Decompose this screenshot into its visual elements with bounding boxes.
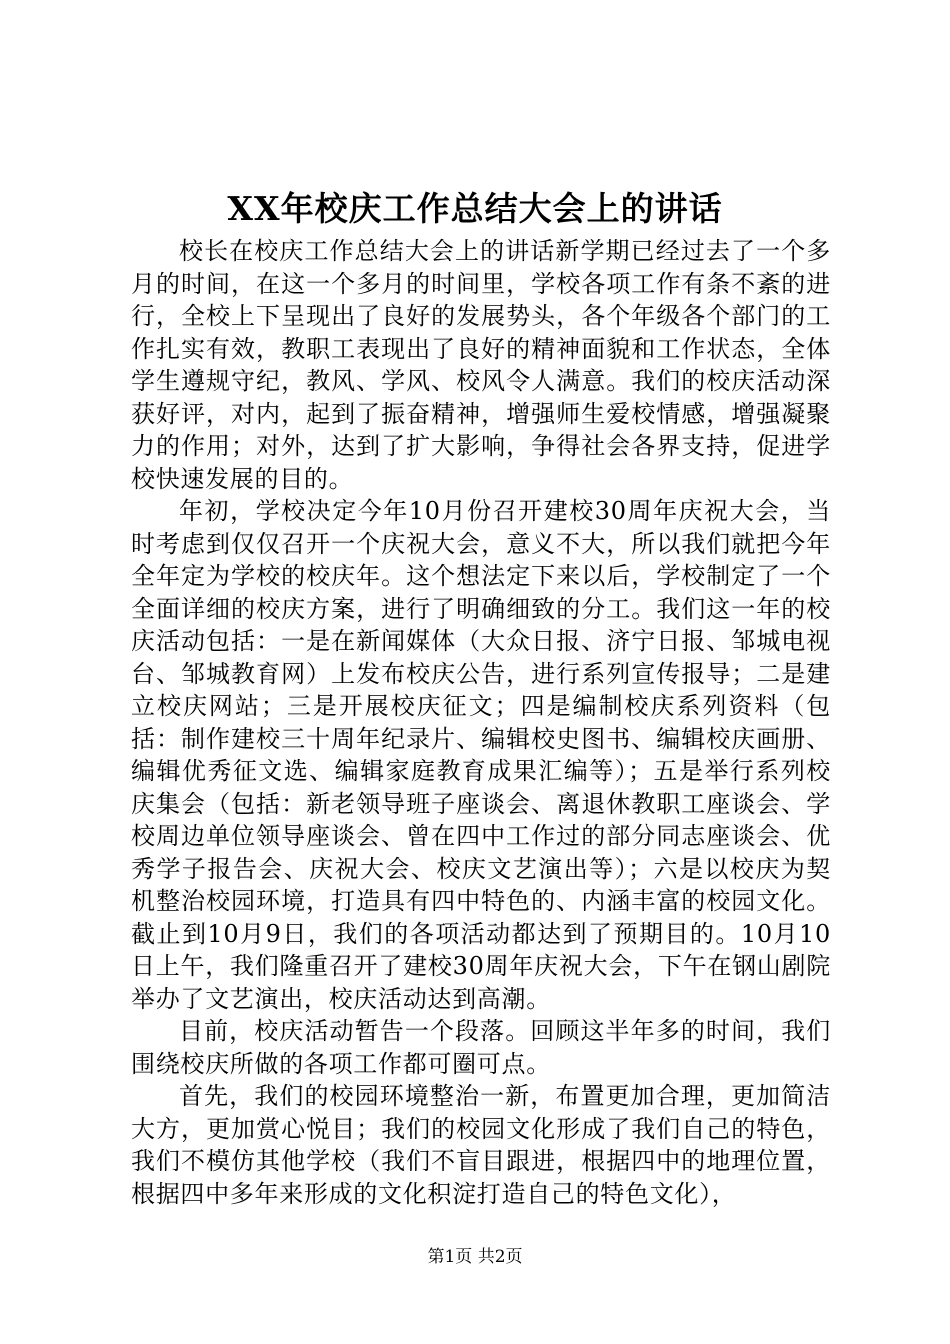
paragraph-2: 年初，学校决定今年10月份召开建校30周年庆祝大会，当时考虑到仅仅召开一个庆祝大会，意义不大，所以我们就把今年全年定为学校的校庆年。这个想法定下来以后，学校制定了一个全面详细的校庆方案，进行了明确细致的分工。我们这一年的校庆活动包括：一是在新闻媒体（大众日报、济宁日报、邹城电视台、邹城教育网）上发布校庆公告，进行系列宣传报导；二是建立校庆网站；三是开展校庆征文；四是编制校庆系列资料（包括：制作建校三十周年纪录片、编辑校史图书、编辑校庆画册、编辑优秀征文选、编辑家庭教育成果汇编等）；五是举行系列校庆集会（包括：新老领导班子座谈会、离退休教职工座谈会、学校周边单位领导座谈会、曾在四中工作过的部分同志座谈会、优秀学子报告会、庆祝大会、校庆文艺演出等）；六是以校庆为契机整治校园环境，打造具有四中特色的、内涵丰富的校园文化。截止到10月9日，我们的各项活动都达到了预期目的。10月10日上午，我们隆重召开了建校30周年庆祝大会，下午在钢山剧院举办了文艺演出，校庆活动达到高潮。: [131, 497, 831, 1013]
page-footer: 第1页 共2页: [427, 1247, 523, 1267]
document-title: XX年校庆工作总结大会上的讲话: [227, 189, 723, 228]
paragraph-1: 校长在校庆工作总结大会上的讲话新学期已经过去了一个多月的时间，在这一个多月的时间里，学校各项工作有条不紊的进行，全校上下呈现出了良好的发展势头，各个年级各个部门的工作扎实有效，教职工表现出了良好的精神面貌和工作状态，全体学生遵规守纪，教风、学风、校风令人满意。我们的校庆活动深获好评，对内，起到了振奋精神，增强师生爱校情感，增强凝聚力的作用；对外，达到了扩大影响，争得社会各界支持，促进学校快速发展的目的。: [131, 237, 831, 493]
paragraph-3: 目前，校庆活动暂告一个段落。回顾这半年多的时间，我们围绕校庆所做的各项工作都可圈可点。: [131, 1017, 831, 1078]
document-body: [131, 235, 831, 1210]
paragraph-4: 首先，我们的校园环境整治一新，布置更加合理，更加简洁大方，更加赏心悦目；我们的校园文化形成了我们自己的特色，我们不模仿其他学校（我们不盲目跟进，根据四中的地理位置，根据四中多年来形成的文化积淀打造自己的特色文化），: [131, 1082, 831, 1208]
